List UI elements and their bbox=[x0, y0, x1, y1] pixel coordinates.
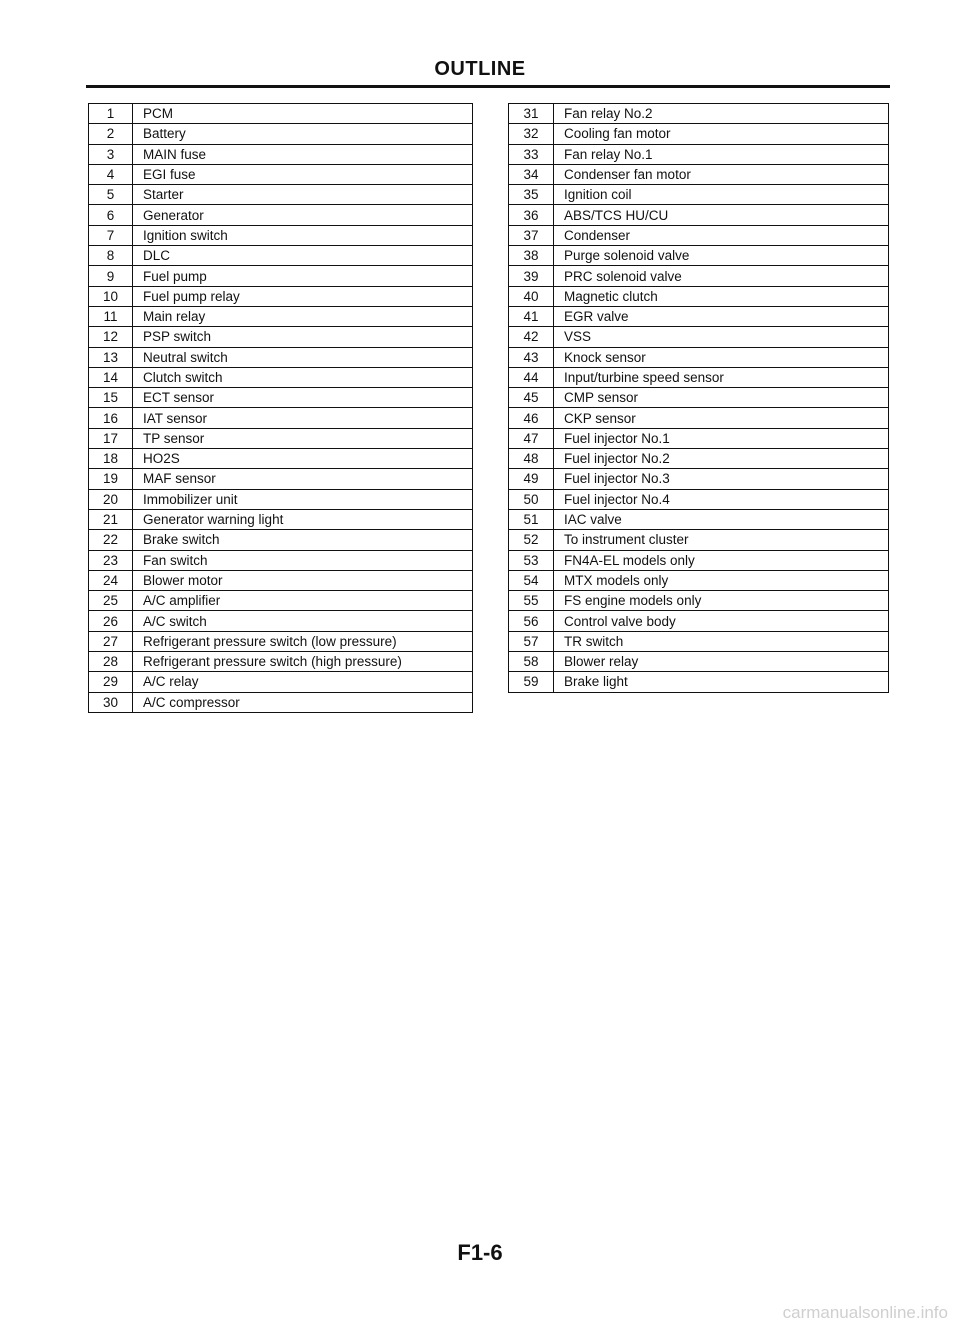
table-row bbox=[509, 489, 889, 509]
component-number: 40 bbox=[509, 286, 554, 306]
component-number: 15 bbox=[89, 388, 133, 408]
component-number: 52 bbox=[509, 530, 554, 550]
component-name: CMP sensor bbox=[554, 388, 889, 408]
component-number: 4 bbox=[89, 164, 133, 184]
component-number: 57 bbox=[509, 631, 554, 651]
component-name: Fuel injector No.2 bbox=[554, 449, 889, 469]
table-row bbox=[89, 306, 473, 326]
component-number: 25 bbox=[89, 591, 133, 611]
component-number: 31 bbox=[509, 104, 554, 124]
component-name: TP sensor bbox=[133, 428, 473, 448]
component-name: HO2S bbox=[133, 449, 473, 469]
table-row bbox=[89, 144, 473, 164]
table-row bbox=[509, 509, 889, 529]
table-row bbox=[89, 246, 473, 266]
table-row bbox=[89, 428, 473, 448]
table-row bbox=[509, 286, 889, 306]
watermark: carmanualsonline.info bbox=[782, 1303, 948, 1322]
component-name: EGR valve bbox=[554, 306, 889, 326]
table-row bbox=[509, 327, 889, 347]
component-name: MTX models only bbox=[554, 570, 889, 590]
table-row bbox=[509, 570, 889, 590]
component-name: IAC valve bbox=[554, 509, 889, 529]
component-name: Fuel injector No.1 bbox=[554, 428, 889, 448]
table-row bbox=[509, 185, 889, 205]
component-name: Cooling fan motor bbox=[554, 124, 889, 144]
table-row bbox=[509, 449, 889, 469]
component-number: 37 bbox=[509, 225, 554, 245]
component-name: DLC bbox=[133, 246, 473, 266]
component-number: 24 bbox=[89, 570, 133, 590]
table-row bbox=[89, 327, 473, 347]
component-number: 59 bbox=[509, 672, 554, 692]
component-number: 56 bbox=[509, 611, 554, 631]
component-name: TR switch bbox=[554, 631, 889, 651]
component-number: 50 bbox=[509, 489, 554, 509]
component-name: MAIN fuse bbox=[133, 144, 473, 164]
component-number: 55 bbox=[509, 591, 554, 611]
component-name: Generator bbox=[133, 205, 473, 225]
component-number: 35 bbox=[509, 185, 554, 205]
table-row bbox=[509, 631, 889, 651]
table-row bbox=[509, 124, 889, 144]
component-name: VSS bbox=[554, 327, 889, 347]
table-row bbox=[89, 570, 473, 590]
table-row bbox=[509, 672, 889, 692]
component-name: EGI fuse bbox=[133, 164, 473, 184]
component-legend-table-right bbox=[508, 103, 889, 693]
table-row bbox=[89, 509, 473, 529]
component-number: 32 bbox=[509, 124, 554, 144]
component-number: 43 bbox=[509, 347, 554, 367]
component-number: 38 bbox=[509, 246, 554, 266]
component-name: Blower motor bbox=[133, 570, 473, 590]
component-number: 39 bbox=[509, 266, 554, 286]
component-name: Starter bbox=[133, 185, 473, 205]
component-name: Purge solenoid valve bbox=[554, 246, 889, 266]
component-name: ABS/TCS HU/CU bbox=[554, 205, 889, 225]
component-number: 29 bbox=[89, 672, 133, 692]
component-name: Refrigerant pressure switch (high pressure) bbox=[133, 652, 473, 672]
table-row bbox=[509, 388, 889, 408]
component-number: 1 bbox=[89, 104, 133, 124]
component-number: 14 bbox=[89, 367, 133, 387]
component-name: Brake light bbox=[554, 672, 889, 692]
table-row bbox=[509, 306, 889, 326]
component-name: A/C amplifier bbox=[133, 591, 473, 611]
table-row bbox=[509, 144, 889, 164]
component-name: Immobilizer unit bbox=[133, 489, 473, 509]
component-number: 42 bbox=[509, 327, 554, 347]
component-name: FN4A-EL models only bbox=[554, 550, 889, 570]
table-row bbox=[89, 489, 473, 509]
component-name: Ignition switch bbox=[133, 225, 473, 245]
component-number: 48 bbox=[509, 449, 554, 469]
component-name: Condenser bbox=[554, 225, 889, 245]
component-name: CKP sensor bbox=[554, 408, 889, 428]
table-row bbox=[89, 652, 473, 672]
component-name: IAT sensor bbox=[133, 408, 473, 428]
table-row bbox=[89, 164, 473, 184]
table-row bbox=[509, 347, 889, 367]
component-name: FS engine models only bbox=[554, 591, 889, 611]
component-number: 10 bbox=[89, 286, 133, 306]
component-number: 49 bbox=[509, 469, 554, 489]
component-number: 41 bbox=[509, 306, 554, 326]
component-name: Blower relay bbox=[554, 652, 889, 672]
component-name: Clutch switch bbox=[133, 367, 473, 387]
component-name: A/C compressor bbox=[133, 692, 473, 712]
table-row bbox=[89, 591, 473, 611]
component-name: ECT sensor bbox=[133, 388, 473, 408]
table-row bbox=[509, 591, 889, 611]
component-number: 20 bbox=[89, 489, 133, 509]
component-number: 46 bbox=[509, 408, 554, 428]
component-name: Fan switch bbox=[133, 550, 473, 570]
table-row bbox=[89, 388, 473, 408]
table-row bbox=[509, 428, 889, 448]
component-number: 2 bbox=[89, 124, 133, 144]
component-number: 12 bbox=[89, 327, 133, 347]
table-row bbox=[89, 225, 473, 245]
component-legend-table-left bbox=[88, 103, 473, 713]
component-number: 9 bbox=[89, 266, 133, 286]
component-number: 7 bbox=[89, 225, 133, 245]
component-number: 30 bbox=[89, 692, 133, 712]
component-number: 28 bbox=[89, 652, 133, 672]
component-name: Magnetic clutch bbox=[554, 286, 889, 306]
component-name: Knock sensor bbox=[554, 347, 889, 367]
component-number: 36 bbox=[509, 205, 554, 225]
table-row bbox=[89, 692, 473, 712]
table-row bbox=[509, 164, 889, 184]
component-name: To instrument cluster bbox=[554, 530, 889, 550]
table-row bbox=[89, 550, 473, 570]
component-name: PCM bbox=[133, 104, 473, 124]
title-divider bbox=[86, 85, 890, 88]
component-number: 16 bbox=[89, 408, 133, 428]
component-name: Fuel pump relay bbox=[133, 286, 473, 306]
table-row bbox=[509, 266, 889, 286]
component-name: Fuel pump bbox=[133, 266, 473, 286]
component-name: Generator warning light bbox=[133, 509, 473, 529]
component-name: Neutral switch bbox=[133, 347, 473, 367]
component-number: 5 bbox=[89, 185, 133, 205]
component-name: Main relay bbox=[133, 306, 473, 326]
table-row bbox=[89, 104, 473, 124]
component-number: 17 bbox=[89, 428, 133, 448]
component-name: Brake switch bbox=[133, 530, 473, 550]
component-number: 21 bbox=[89, 509, 133, 529]
component-number: 27 bbox=[89, 631, 133, 651]
table-row bbox=[89, 408, 473, 428]
table-row bbox=[89, 124, 473, 144]
component-name: Fuel injector No.3 bbox=[554, 469, 889, 489]
table-row bbox=[509, 246, 889, 266]
table-row bbox=[509, 205, 889, 225]
component-number: 19 bbox=[89, 469, 133, 489]
component-number: 54 bbox=[509, 570, 554, 590]
table-row bbox=[89, 266, 473, 286]
component-number: 3 bbox=[89, 144, 133, 164]
component-number: 13 bbox=[89, 347, 133, 367]
component-number: 8 bbox=[89, 246, 133, 266]
table-row bbox=[509, 469, 889, 489]
component-name: Refrigerant pressure switch (low pressure) bbox=[133, 631, 473, 651]
table-row bbox=[509, 652, 889, 672]
component-name: Fuel injector No.4 bbox=[554, 489, 889, 509]
table-row bbox=[509, 611, 889, 631]
table-row bbox=[509, 367, 889, 387]
component-number: 47 bbox=[509, 428, 554, 448]
component-name: Fan relay No.2 bbox=[554, 104, 889, 124]
table-row bbox=[509, 408, 889, 428]
table-row bbox=[89, 631, 473, 651]
component-number: 26 bbox=[89, 611, 133, 631]
table-row bbox=[89, 286, 473, 306]
component-number: 58 bbox=[509, 652, 554, 672]
component-name: Ignition coil bbox=[554, 185, 889, 205]
component-number: 18 bbox=[89, 449, 133, 469]
table-row bbox=[509, 104, 889, 124]
table-row bbox=[89, 205, 473, 225]
component-number: 45 bbox=[509, 388, 554, 408]
component-number: 44 bbox=[509, 367, 554, 387]
component-name: PRC solenoid valve bbox=[554, 266, 889, 286]
component-number: 53 bbox=[509, 550, 554, 570]
table-row bbox=[89, 347, 473, 367]
component-name: MAF sensor bbox=[133, 469, 473, 489]
component-number: 34 bbox=[509, 164, 554, 184]
table-row bbox=[89, 185, 473, 205]
table-row bbox=[89, 469, 473, 489]
table-row bbox=[509, 530, 889, 550]
component-name: Battery bbox=[133, 124, 473, 144]
component-number: 33 bbox=[509, 144, 554, 164]
page-title: OUTLINE bbox=[434, 58, 526, 80]
table-row bbox=[509, 550, 889, 570]
table-row bbox=[89, 672, 473, 692]
table-row bbox=[89, 449, 473, 469]
component-number: 23 bbox=[89, 550, 133, 570]
page-number: F1-6 bbox=[457, 1240, 503, 1265]
component-name: A/C relay bbox=[133, 672, 473, 692]
table-row bbox=[89, 530, 473, 550]
component-number: 51 bbox=[509, 509, 554, 529]
component-name: A/C switch bbox=[133, 611, 473, 631]
component-name: Input/turbine speed sensor bbox=[554, 367, 889, 387]
table-row bbox=[89, 611, 473, 631]
component-number: 22 bbox=[89, 530, 133, 550]
component-name: Fan relay No.1 bbox=[554, 144, 889, 164]
table-row bbox=[509, 225, 889, 245]
component-number: 6 bbox=[89, 205, 133, 225]
component-name: PSP switch bbox=[133, 327, 473, 347]
component-number: 11 bbox=[89, 306, 133, 326]
component-name: Control valve body bbox=[554, 611, 889, 631]
component-name: Condenser fan motor bbox=[554, 164, 889, 184]
table-row bbox=[89, 367, 473, 387]
